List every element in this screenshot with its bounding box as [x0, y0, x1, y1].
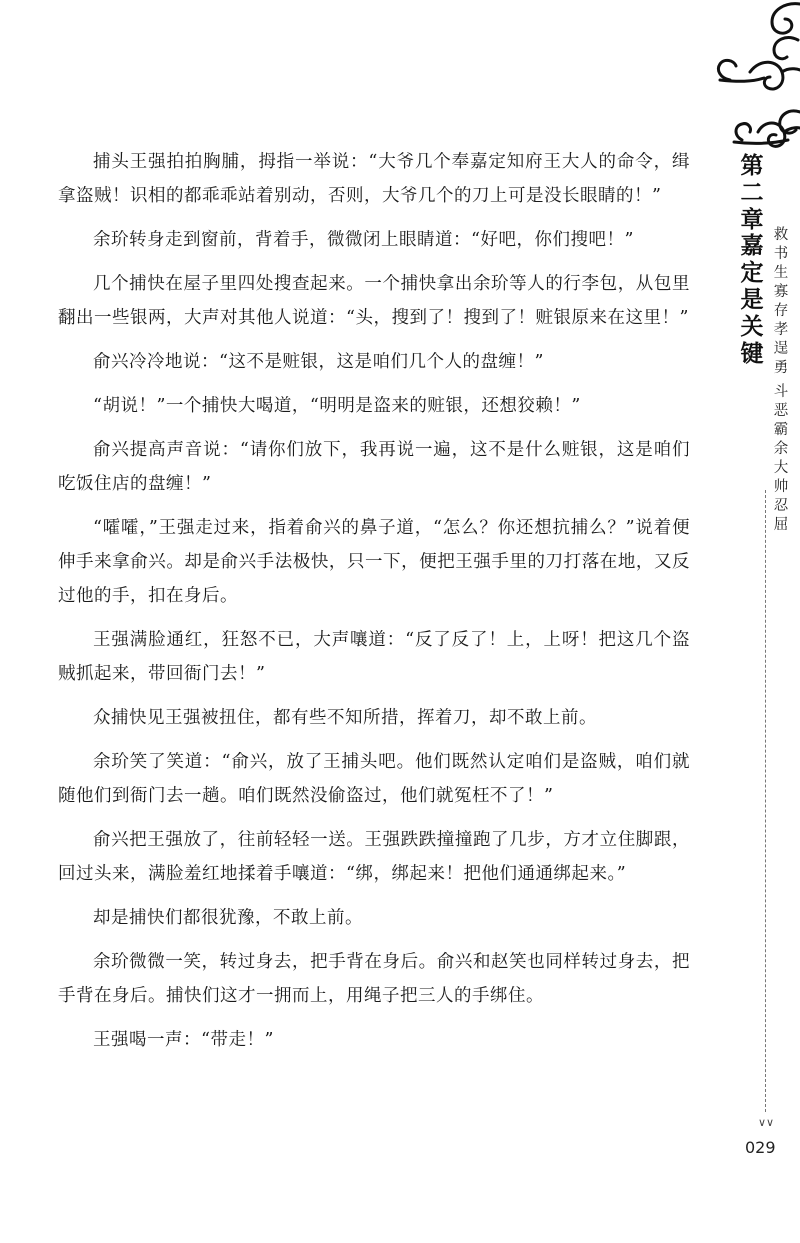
paragraph: 余玠微微一笑，转过身去，把手背在身后。俞兴和赵笑也同样转过身去，把手背在身后。捕快们这才一拥而上，用绳子把三人的手绑住。 — [58, 952, 690, 1006]
paragraph: 捕头王强拍拍胸脯，拇指一举说：“大爷几个奉嘉定知府王大人的命令，缉拿盗贼！识相的都乖乖站着别动，否则，大爷几个的刀上可是没长眼睛的！” — [58, 152, 690, 206]
paragraph: 俞兴把王强放了，往前轻轻一送。王强跌跌撞撞跑了几步，方才立住脚跟，回过头来，满脸羞红地揉着手嚷道：“绑，绑起来！把他们通通绑起来。” — [58, 830, 690, 884]
paragraph: 余玠笑了笑道：“俞兴，放了王捕头吧。他们既然认定咱们是盗贼，咱们就随他们到衙门去一趟。咱们既然没偷盗过，他们就冤枉不了！” — [58, 752, 690, 806]
paragraph: “胡说！”一个捕快大喝道，“明明是盗来的赃银，还想狡赖！” — [93, 396, 581, 416]
paragraph: 俞兴冷冷地说：“这不是赃银，这是咱们几个人的盘缠！” — [93, 352, 544, 372]
chapter-subtitle-line1: 救书生寡存孝逞勇 — [773, 227, 789, 376]
chapter-subtitle-line2: 斗恶霸余大帅忍屈 — [773, 384, 789, 533]
body-text — [58, 145, 690, 1067]
paragraph: 却是捕快们都很犹豫，不敢上前。 — [93, 908, 363, 928]
chapter-title: 嘉定是关键 — [740, 232, 764, 367]
page-number: 029 — [745, 1138, 776, 1157]
paragraph: “嚯嚯，”王强走过来，指着俞兴的鼻子道，“怎么？你还想抗捕么？”说着便伸手来拿俞兴。却是俞兴手法极快，只一下，便把王强手里的刀打落在地，又反过他的手，扣在身后。 — [58, 518, 690, 606]
chevron-down-icon: ∨∨ — [757, 1116, 775, 1129]
margin-divider-line — [765, 490, 766, 1112]
paragraph: 王强满脸通红，狂怒不已，大声嚷道：“反了反了！上，上呀！把这几个盗贼抓起来，带回衙门去！” — [58, 630, 690, 684]
chapter-number: 第二章 — [740, 152, 764, 233]
paragraph: 俞兴提高声音说：“请你们放下，我再说一遍，这不是什么赃银，这是咱们吃饭住店的盘缠！” — [58, 440, 690, 494]
paragraph: 王强喝一声：“带走！” — [93, 1030, 274, 1050]
paragraph: 众捕快见王强被扭住，都有些不知所措，挥着刀，却不敢上前。 — [93, 708, 597, 728]
paragraph: 几个捕快在屋子里四处搜查起来。一个捕快拿出余玠等人的行李包，从包里翻出一些银两，大声对其他人说道：“头，搜到了！搜到了！赃银原来在这里！” — [58, 274, 690, 328]
paragraph: 余玠转身走到窗前，背着手，微微闭上眼睛道：“好吧，你们搜吧！” — [93, 230, 634, 250]
